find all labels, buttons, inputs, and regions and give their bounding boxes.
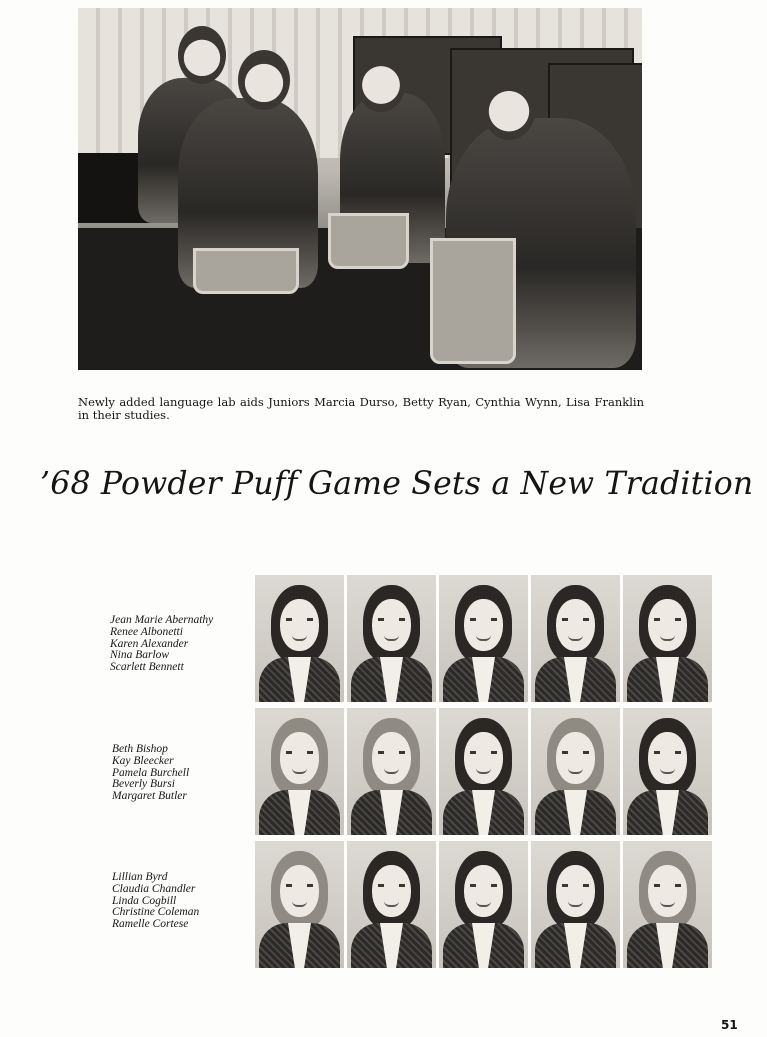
student-portrait (347, 575, 436, 702)
student-name: Margaret Butler (112, 790, 187, 803)
student-name: Beth Bishop (112, 743, 168, 755)
student-name: Renee Albonetti (110, 625, 183, 638)
name-list-row-3 (112, 872, 252, 931)
name-list-row-1 (110, 615, 250, 674)
student-portrait (347, 708, 436, 835)
student-portrait (531, 708, 620, 835)
student-head (238, 50, 290, 110)
student-name: Linda Cogbill (112, 894, 177, 907)
student-portrait (347, 841, 436, 968)
student-name: Scarlett Bennett (110, 661, 184, 674)
student-portrait (439, 575, 528, 702)
photo-chair (193, 248, 299, 294)
photo-caption: Newly added language lab aids Juniors Marcia Durso, Betty Ryan, Cynthia Wynn, Lisa Franklin in their studies. (78, 394, 644, 422)
student-name: Jean Marie Abernathy (110, 614, 214, 626)
student-portrait (255, 841, 344, 968)
student-portrait (255, 708, 344, 835)
student-portrait (623, 708, 712, 835)
student-head (482, 76, 536, 140)
page-number: 51 (721, 1018, 738, 1032)
student-portrait (531, 575, 620, 702)
portrait-grid (255, 575, 715, 970)
student-head (356, 52, 406, 112)
student-portrait (531, 841, 620, 968)
student-portrait (623, 841, 712, 968)
page-headline: ’68 Powder Puff Game Sets a New Tradition (40, 466, 754, 502)
student-portrait (439, 841, 528, 968)
student-head (178, 26, 226, 84)
name-list-row-2 (112, 744, 252, 803)
student-name: Pamela Burchell (112, 766, 190, 779)
student-name: Ramelle Cortese (112, 918, 189, 931)
student-name: Kay Bleecker (112, 754, 174, 767)
student-name: Lillian Byrd (112, 871, 168, 883)
language-lab-photo (78, 8, 642, 370)
photo-chair (430, 238, 516, 364)
student-name: Christine Coleman (112, 906, 200, 919)
photo-chair (328, 213, 409, 269)
student-name: Karen Alexander (110, 637, 189, 650)
student-name: Beverly Bursi (112, 778, 175, 791)
student-portrait (623, 575, 712, 702)
student-name: Nina Barlow (110, 649, 170, 662)
student-portrait (439, 708, 528, 835)
student-name: Claudia Chandler (112, 882, 196, 895)
student-portrait (255, 575, 344, 702)
